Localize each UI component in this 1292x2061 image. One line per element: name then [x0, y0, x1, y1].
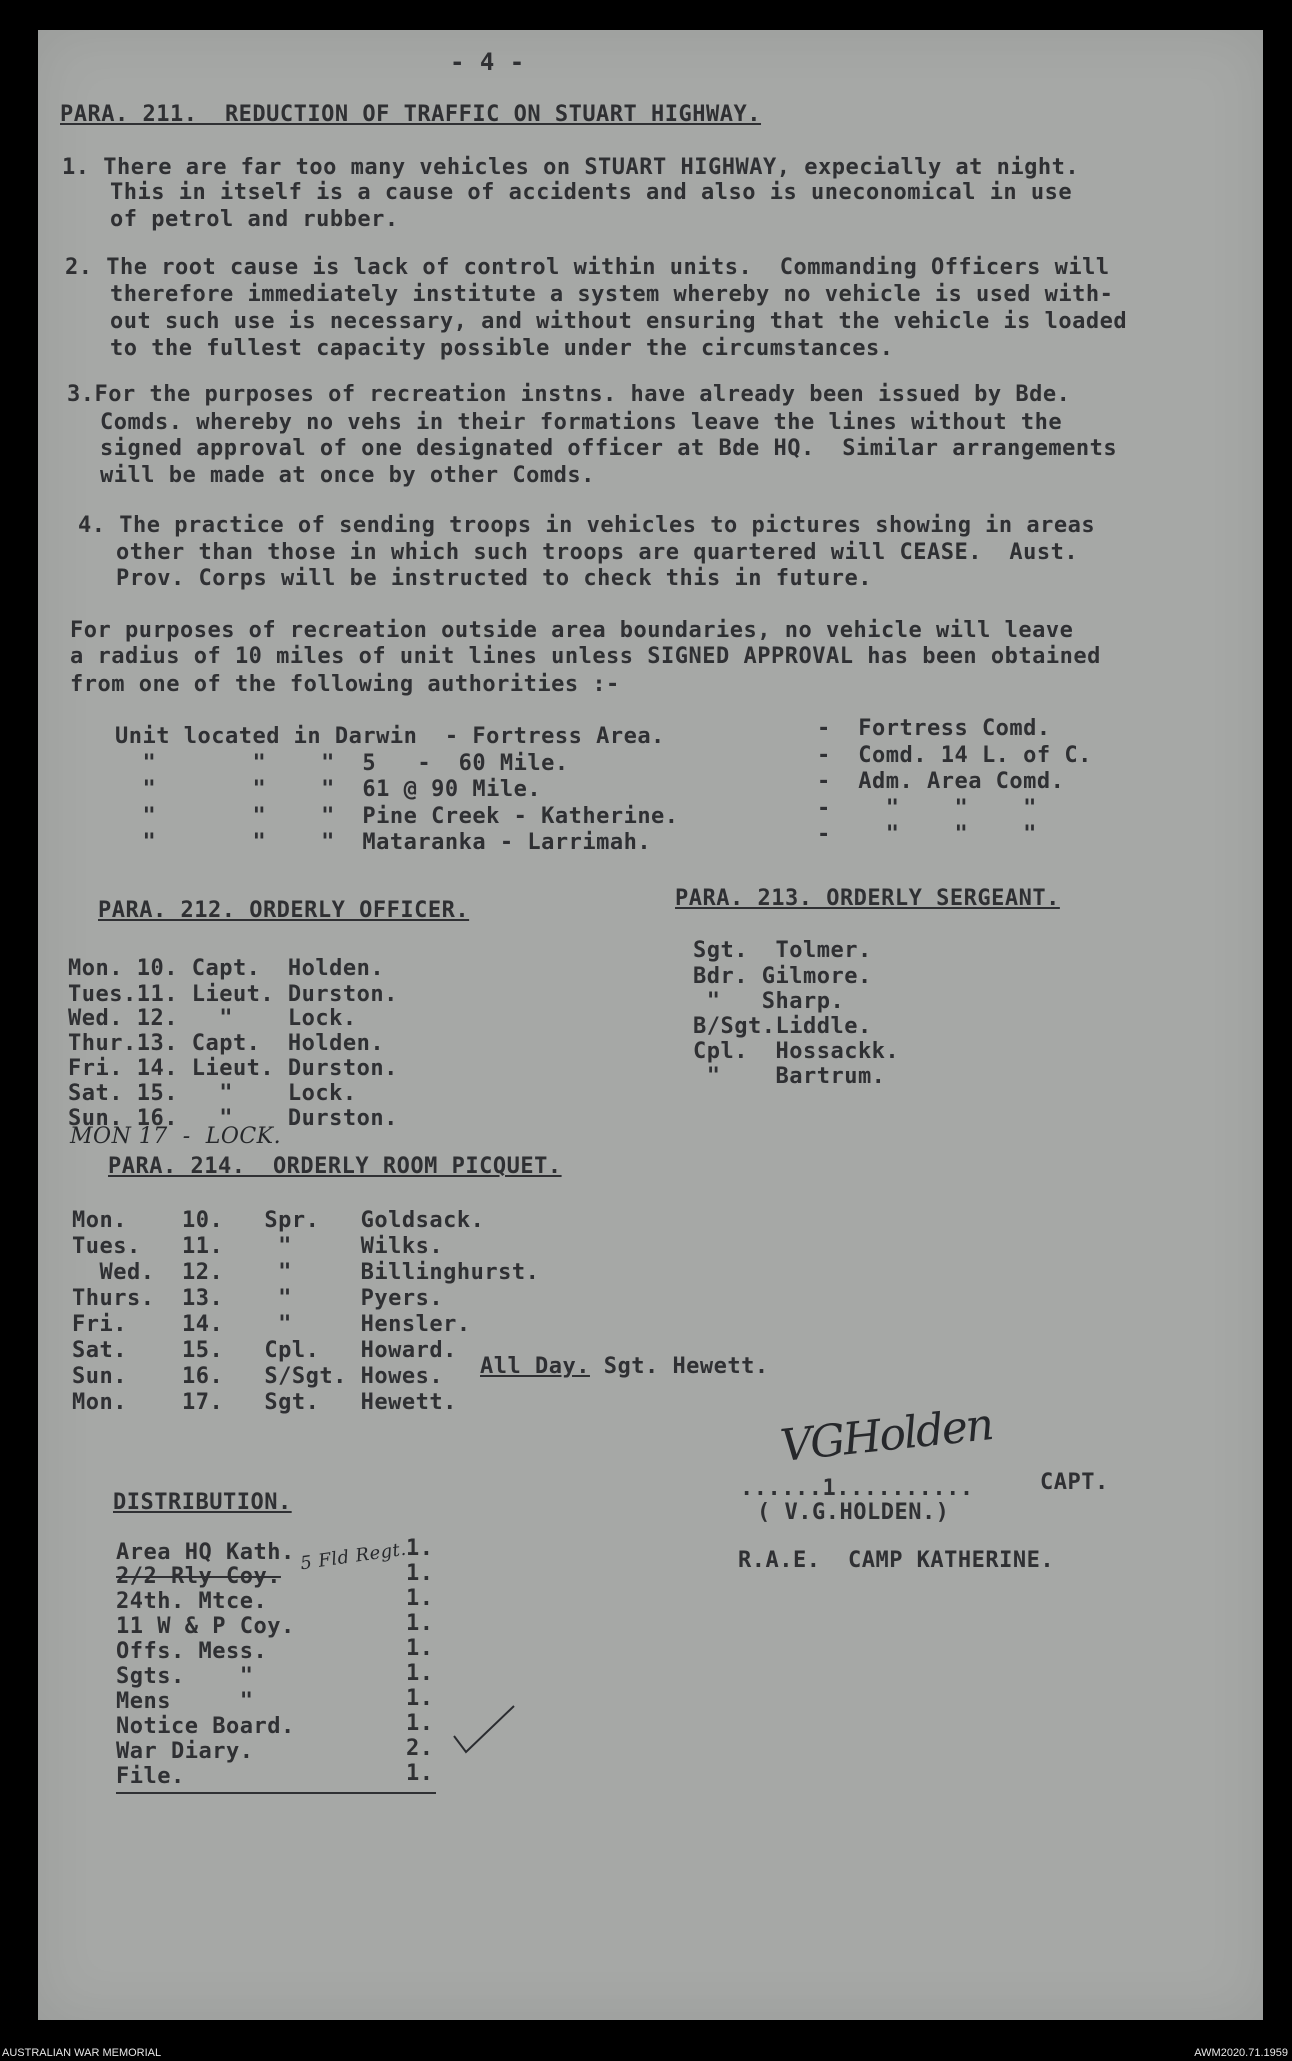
- all-day-sergeant: Sgt. Hewett.: [589, 1354, 769, 1379]
- authority-name: - Fortress Comd.: [817, 716, 1051, 741]
- signature-unit: R.A.E. CAMP KATHERINE.: [738, 1548, 1055, 1573]
- authority-location: " " " 61 @ 90 Mile.: [115, 777, 542, 802]
- list-item: Wed. 12. " Lock.: [68, 1006, 357, 1031]
- list-item: Mon. 17. Sgt. Hewett.: [72, 1390, 457, 1415]
- distribution-qty: 1.: [406, 1611, 434, 1636]
- authority-name: - " " ": [817, 822, 1037, 847]
- distribution-qty: 1.: [406, 1661, 434, 1686]
- text-line: out such use is necessary, and without ensuring that the vehicle is loaded: [110, 309, 1128, 334]
- handwritten-entry: MON 17 - LOCK.: [70, 1124, 282, 1149]
- distribution-qty: 1.: [406, 1561, 434, 1586]
- distribution-heading: DISTRIBUTION.: [113, 1490, 292, 1515]
- text-line: a radius of 10 miles of unit lines unless SIGNED APPROVAL has been obtained: [70, 644, 1101, 669]
- distribution-item: Offs. Mess.: [116, 1639, 268, 1664]
- text-line: signed approval of one designated officer at Bde HQ. Similar arrangements: [100, 436, 1118, 461]
- authority-location: " " " Mataranka - Larrimah.: [115, 830, 652, 855]
- distribution-qty: 1.: [406, 1686, 434, 1711]
- distribution-qty: 1.: [406, 1636, 434, 1661]
- text-line: 2. The root cause is lack of control within units. Commanding Officers will: [65, 255, 1110, 280]
- para-211-heading: PARA. 211. REDUCTION OF TRAFFIC ON STUART HIGHWAY.: [60, 102, 762, 127]
- list-item: Bdr. Gilmore.: [693, 964, 872, 989]
- list-item: Wed. 12. " Billinghurst.: [72, 1260, 540, 1285]
- distribution-item: Mens ": [116, 1689, 254, 1714]
- distribution-qty: 2.: [406, 1736, 434, 1761]
- text-line: from one of the following authorities :-: [70, 672, 620, 697]
- distribution-qty: 1.: [406, 1586, 434, 1611]
- para-213-heading: PARA. 213. ORDERLY SERGEANT.: [675, 886, 1060, 911]
- text-line: 3.For the purposes of recreation instns. have already been issued by Bde.: [67, 382, 1071, 407]
- text-line: 4. The practice of sending troops in vehicles to pictures showing in areas: [78, 513, 1096, 538]
- distribution-qty: 1.: [406, 1761, 434, 1786]
- checkmark-icon: [450, 1700, 520, 1760]
- distribution-total-line: [116, 1790, 436, 1796]
- text-line: Comds. whereby no vehs in their formations leave the lines without the: [100, 410, 1063, 435]
- distribution-qty: 1.: [406, 1536, 434, 1561]
- list-item: Thur.13. Capt. Holden.: [68, 1031, 385, 1056]
- distribution-item: Sgts. ": [116, 1664, 254, 1689]
- list-item: Tues.11. Lieut. Durston.: [68, 982, 398, 1007]
- list-item: Sun. 16. " Durston.: [68, 1106, 398, 1131]
- distribution-item: Area HQ Kath.: [116, 1540, 295, 1565]
- signature-rank: CAPT.: [1040, 1470, 1109, 1495]
- list-item: Cpl. Hossackk.: [693, 1039, 900, 1064]
- archive-footer-left: AUSTRALIAN WAR MEMORIAL: [2, 2047, 162, 2059]
- signature-dots: ......1..........: [740, 1476, 974, 1501]
- authority-location: Unit located in Darwin - Fortress Area.: [115, 724, 665, 749]
- distribution-item-struck: 2/2 Rly Coy.: [116, 1564, 281, 1589]
- list-item: " Bartrum.: [693, 1064, 886, 1089]
- list-item: Fri. 14. " Hensler.: [72, 1312, 471, 1337]
- page-number: - 4 -: [450, 48, 525, 76]
- list-item: " Sharp.: [693, 989, 845, 1014]
- authority-name: - Comd. 14 L. of C.: [817, 743, 1092, 768]
- distribution-item: War Diary.: [116, 1739, 254, 1764]
- text-line: This in itself is a cause of accidents and also is uneconomical in use: [110, 180, 1073, 205]
- list-item: Mon. 10. Spr. Goldsack.: [72, 1208, 485, 1233]
- archive-footer-right: AWM2020.71.1959: [1194, 2047, 1288, 2059]
- handwritten-signature: VGHolden: [777, 1399, 995, 1472]
- all-day-label: All Day.: [480, 1354, 590, 1379]
- list-item: Sat. 15. " Lock.: [68, 1081, 357, 1106]
- para-212-heading: PARA. 212. ORDERLY OFFICER.: [98, 898, 470, 923]
- authority-location: " " " Pine Creek - Katherine.: [115, 804, 679, 829]
- text-line: Prov. Corps will be instructed to check this in future.: [116, 566, 872, 591]
- text-line: For purposes of recreation outside area boundaries, no vehicle will leave: [70, 618, 1074, 643]
- list-item: Thurs. 13. " Pyers.: [72, 1286, 444, 1311]
- list-item: Mon. 10. Capt. Holden.: [68, 956, 385, 981]
- list-item: B/Sgt.Liddle.: [693, 1014, 872, 1039]
- text-line: 1. There are far too many vehicles on STUART HIGHWAY, expecially at night.: [62, 155, 1080, 180]
- authority-name: - Adm. Area Comd.: [817, 769, 1065, 794]
- distribution-item: 24th. Mtce.: [116, 1589, 268, 1614]
- text-line: other than those in which such troops are quartered will CEASE. Aust.: [116, 540, 1079, 565]
- text-line: to the fullest capacity possible under the circumstances.: [110, 336, 894, 361]
- distribution-item: File.: [116, 1764, 185, 1789]
- text-line: of petrol and rubber.: [110, 207, 399, 232]
- text-line: therefore immediately institute a system whereby no vehicle is used with-: [110, 282, 1114, 307]
- distribution-item: 11 W & P Coy.: [116, 1614, 295, 1639]
- signature-name: ( V.G.HOLDEN.): [757, 1500, 950, 1525]
- list-item: Fri. 14. Lieut. Durston.: [68, 1056, 398, 1081]
- list-item: Sat. 15. Cpl. Howard.: [72, 1338, 457, 1363]
- authority-location: " " " 5 - 60 Mile.: [115, 751, 569, 776]
- list-item: Sgt. Tolmer.: [693, 938, 872, 963]
- list-item: Sun. 16. S/Sgt. Howes.: [72, 1364, 444, 1389]
- authority-name: - " " ": [817, 796, 1037, 821]
- handwritten-amendment: 5 Fld Regt.: [299, 1538, 408, 1575]
- all-day-note: [480, 1354, 769, 1379]
- distribution-qty: 1.: [406, 1711, 434, 1736]
- distribution-item: Notice Board.: [116, 1714, 295, 1739]
- list-item: Tues. 11. " Wilks.: [72, 1234, 444, 1259]
- para-214-heading: PARA. 214. ORDERLY ROOM PICQUET.: [108, 1154, 562, 1179]
- text-line: will be made at once by other Comds.: [100, 463, 595, 488]
